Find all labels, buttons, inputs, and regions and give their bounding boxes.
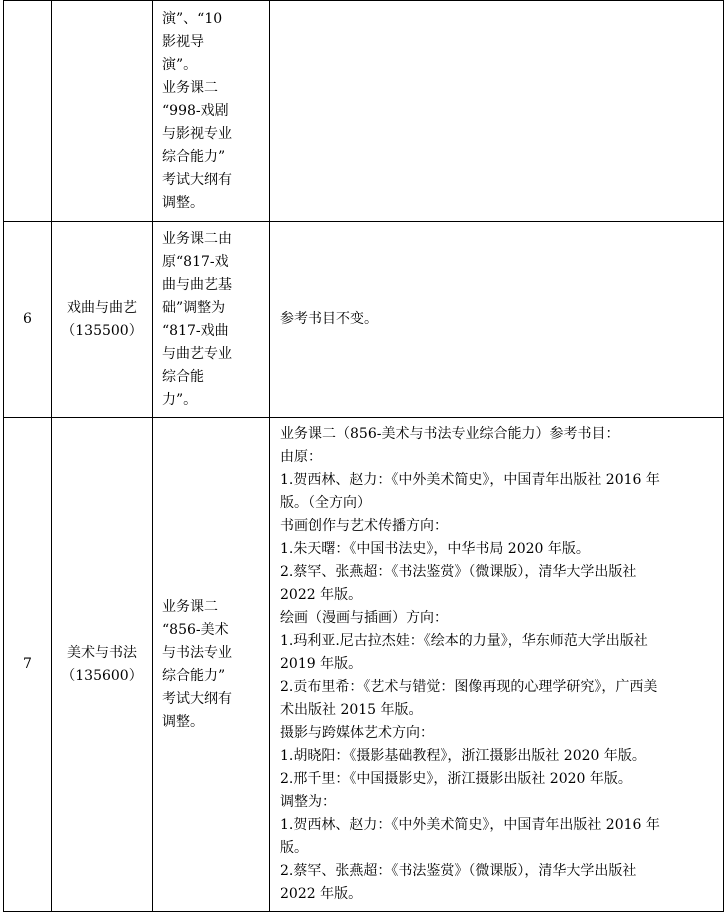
change-line: 曲与曲艺基 xyxy=(162,276,232,293)
reference-line: 2022 年版。 xyxy=(280,587,363,603)
reference-line: 2019 年版。 xyxy=(280,656,363,672)
reference-line: 2.邢千里：《中国摄影史》，浙江摄影出版社 2020 年版。 xyxy=(280,771,632,787)
change-line: 综合能 xyxy=(162,368,204,385)
reference-line: 摄影与跨媒体艺术方向： xyxy=(280,725,434,741)
change-cell xyxy=(153,1,270,222)
change-line: 调整。 xyxy=(162,194,204,211)
change-line: 力”。 xyxy=(162,391,198,408)
change-line: 础”调整为 xyxy=(162,299,226,316)
row-number-cell xyxy=(4,1,52,222)
table-row xyxy=(4,222,724,418)
change-line: 考试大纲有 xyxy=(162,690,232,707)
reference-line: 1.朱天曙：《中国书法史》，中华书局 2020 年版。 xyxy=(280,541,590,557)
reference-line: 2022 年版。 xyxy=(280,886,363,902)
major-name: 美术与书法 xyxy=(67,644,137,661)
change-line: 原“817-戏 xyxy=(162,253,229,270)
reference-line: 2.蔡罕、张燕超：《书法鉴赏》（微课版），清华大学出版社 xyxy=(280,863,637,879)
change-line: 业务课二 xyxy=(162,598,218,615)
reference-line: 调整为： xyxy=(280,794,336,810)
change-line: 业务课二由 xyxy=(162,230,232,247)
reference-line: 1.贺西林、赵力：《中外美术简史》，中国青年出版社 2016 年 xyxy=(280,817,660,833)
reference-line: 绘画（漫画与插画）方向： xyxy=(280,610,448,626)
change-line: “856-美术 xyxy=(162,621,229,638)
reference-cell xyxy=(270,418,724,912)
change-line: 影视导 xyxy=(162,33,204,50)
major-code: （135500） xyxy=(61,322,143,339)
change-line: 考试大纲有 xyxy=(162,171,232,188)
row-number-cell: 7 xyxy=(4,418,52,912)
reference-line: 术出版社 2015 年版。 xyxy=(280,702,423,718)
reference-line: 由原： xyxy=(280,449,322,465)
major-code: （135600） xyxy=(61,667,143,684)
change-line: 与曲艺专业 xyxy=(162,345,232,362)
change-line: 演”。 xyxy=(162,56,198,73)
change-line: “998-戏剧 xyxy=(162,102,229,119)
table-row xyxy=(4,418,724,912)
reference-line: 1.胡晓阳：《摄影基础教程》，浙江摄影出版社 2020 年版。 xyxy=(280,748,646,764)
reference-line: 业务课二（856-美术与书法专业综合能力）参考书目： xyxy=(280,426,620,442)
row-number-cell: 6 xyxy=(4,222,52,418)
table-row xyxy=(4,1,724,222)
change-line: “817-戏曲 xyxy=(162,322,229,339)
change-cell xyxy=(153,418,270,912)
reference-line: 版。 xyxy=(280,840,308,856)
reference-line: 2.贡布里希：《艺术与错觉：图像再现的心理学研究》，广西美 xyxy=(280,679,658,695)
reference-cell xyxy=(270,222,724,418)
major-cell xyxy=(52,418,153,912)
major-changes-table xyxy=(3,0,724,912)
change-line: 调整。 xyxy=(162,713,204,730)
reference-line: 版。（全方向） xyxy=(280,495,371,511)
reference-line: 1.玛利亚.尼古拉杰娃：《绘本的力量》，华东师范大学出版社 xyxy=(280,633,648,649)
reference-line: 2.蔡罕、张燕超：《书法鉴赏》（微课版），清华大学出版社 xyxy=(280,564,637,580)
reference-cell xyxy=(270,1,724,222)
change-cell xyxy=(153,222,270,418)
reference-line: 书画创作与艺术传播方向： xyxy=(280,518,448,534)
change-line: 业务课二 xyxy=(162,79,218,96)
change-line: 与书法专业 xyxy=(162,644,232,661)
change-line: 综合能力” xyxy=(162,148,226,165)
major-name: 戏曲与曲艺 xyxy=(67,299,137,316)
change-line: 综合能力” xyxy=(162,667,226,684)
reference-line: 参考书目不变。 xyxy=(280,311,378,327)
reference-line: 1.贺西林、赵力：《中外美术简史》，中国青年出版社 2016 年 xyxy=(280,472,660,488)
change-line: 与影视专业 xyxy=(162,125,232,142)
major-cell xyxy=(52,1,153,222)
change-line: 演”、“10 xyxy=(162,10,223,27)
major-cell xyxy=(52,222,153,418)
